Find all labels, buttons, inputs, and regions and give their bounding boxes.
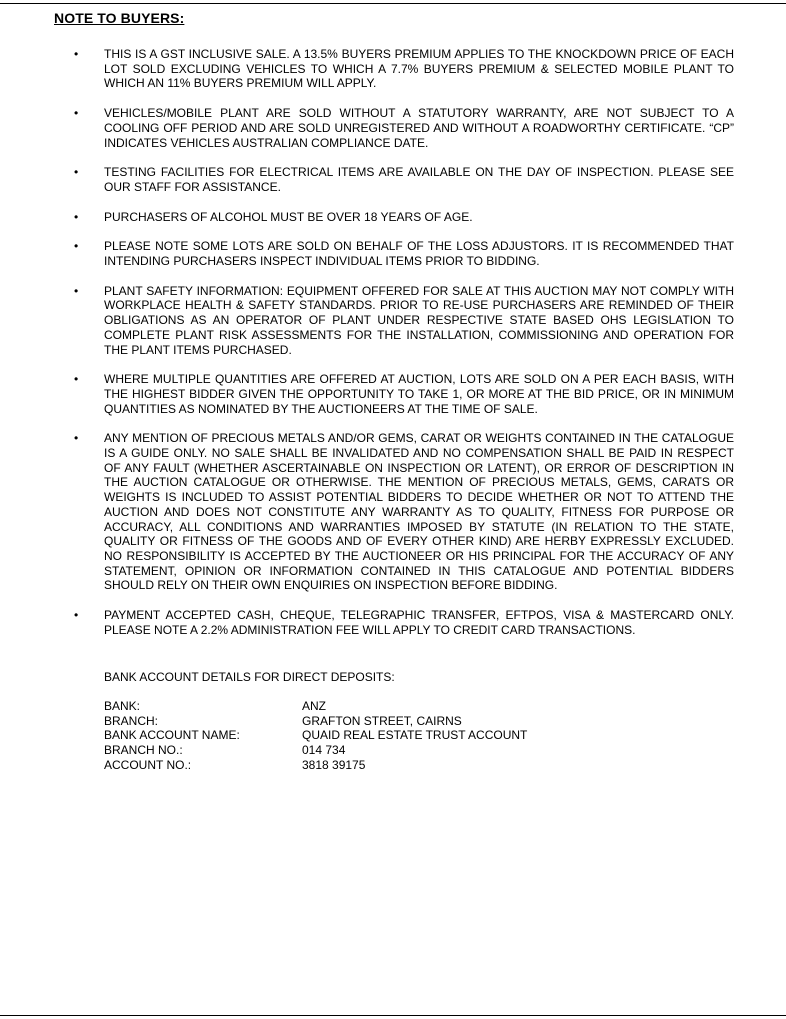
- note-text: WHERE MULTIPLE QUANTITIES ARE OFFERED AT AUCTION, LOTS ARE SOLD ON A PER EACH BASIS, WITH THE HIGHEST BIDDER GIVEN THE OPPORTUNITY TO TAKE 1, OR MORE AT THE BID PRICE, OR IN MINIMUM QUANTITIES AS NOMINATED BY THE AUCTIONEERS AT THE TIME OF SALE.: [104, 372, 734, 416]
- branch-label: BRANCH:: [104, 713, 159, 728]
- bank-details-intro: BANK ACCOUNT DETAILS FOR DIRECT DEPOSITS:: [104, 670, 395, 684]
- note-text: VEHICLES/MOBILE PLANT ARE SOLD WITHOUT A STATUTORY WARRANTY, ARE NOT SUBJECT TO A COOLING OFF PERIOD AND ARE SOLD UNREGISTERED AND WITHOUT A ROADWORTHY CERTIFICATE. “CP” INDICATES VEHICLES AUSTRALIAN COMPLIANCE DATE.: [104, 106, 734, 150]
- bank-details-table: [104, 699, 602, 773]
- branch-no-value: 014 734: [302, 743, 346, 758]
- bullet-icon: •: [74, 239, 79, 254]
- bullet-icon: •: [74, 165, 79, 180]
- note-item: [0, 372, 786, 416]
- note-text: PAYMENT ACCEPTED CASH, CHEQUE, TELEGRAPHIC TRANSFER, EFTPOS, VISA & MASTERCARD ONLY. PLEASE NOTE A 2.2% ADMINISTRATION FEE WILL APPLY TO CREDIT CARD TRANSACTIONS.: [104, 608, 734, 637]
- note-text: THIS IS A GST INCLUSIVE SALE. A 13.5% BUYERS PREMIUM APPLIES TO THE KNOCKDOWN PRICE OF EACH LOT SOLD EXCLUDING VEHICLES TO WHICH A 7.7% BUYERS PREMIUM & SELECTED MOBILE PLANT TO WHICH AN 11% BUYERS PREMIUM WILL APPLY.: [104, 47, 734, 91]
- notes-list: [0, 47, 786, 653]
- note-text: PLANT SAFETY INFORMATION: EQUIPMENT OFFERED FOR SALE AT THIS AUCTION MAY NOT COMPLY WITH WORKPLACE HEALTH & SAFETY STANDARDS. PRIOR TO RE-USE PURCHASERS ARE REMINDED OF THEIR OBLIGATIONS AS AN OPERATOR OF PLANT UNDER RESPECTIVE STATE BASED OHS LEGISLATION TO COMPLETE PLANT RISK ASSESSMENTS FOR THE INSTALLATION, COMMISSIONING AND OPERATION FOR THE PLANT ITEMS PURCHASED.: [104, 283, 734, 357]
- bank-value: ANZ: [302, 699, 326, 713]
- bullet-icon: •: [74, 283, 79, 298]
- bullet-icon: •: [74, 106, 79, 121]
- account-no-label: ACCOUNT NO.:: [104, 757, 192, 772]
- bullet-icon: •: [74, 431, 79, 446]
- bullet-icon: •: [74, 209, 79, 224]
- top-rule: [0, 3, 786, 4]
- note-item: [0, 47, 786, 91]
- bank-row-bank: [104, 699, 602, 714]
- note-text: PLEASE NOTE SOME LOTS ARE SOLD ON BEHALF OF THE LOSS ADJUSTORS. IT IS RECOMMENDED THAT INTENDING PURCHASERS INSPECT INDIVIDUAL ITEMS PRIOR TO BIDDING.: [104, 239, 734, 269]
- bottom-rule: [0, 1015, 786, 1016]
- page-heading: NOTE TO BUYERS:: [54, 10, 185, 26]
- note-item: [0, 431, 786, 593]
- account-name-label: BANK ACCOUNT NAME:: [104, 728, 240, 743]
- note-text: ANY MENTION OF PRECIOUS METALS AND/OR GEMS, CARAT OR WEIGHTS CONTAINED IN THE CATALOGUE IS A GUIDE ONLY. NO SALE SHALL BE INVALIDATED AND NO COMPENSATION SHALL BE PAID IN RESPECT OF ANY FAULT (WHETHER ASCERTAINABLE ON INSPECTION OR LATENT), OR ERROR OF DESCRIPTION IN THE AUCTION CATALOGUE OR OTHERWISE. THE MENTION OF PRECIOUS METALS, GEMS, CARATS OR WEIGHTS IS INCLUDED TO ASSIST POTENTIAL BIDDERS TO DECIDE WHETHER OR NOT TO ATTEND THE AUCTION AND DOES NOT CONSTITUTE ANY WARRANTY AS TO QUALITY, FITNESS FOR PURPOSE OR ACCURACY, ALL CONDITIONS AND WARRANTIES IMPOSED BY STATUTE (IN RELATION TO THE STATE, QUALITY OR FITNESS OF THE GOODS AND OF EVERY OTHER KIND) ARE HERBY EXPRESSLY EXCLUDED. NO RESPONSIBILITY IS ACCEPTED BY THE AUCTIONEER OR HIS PRINCIPAL FOR THE ACCURACY OF ANY STATEMENT, OPINION OR INFORMATION CONTAINED IN THIS CATALOGUE AND POTENTIAL BIDDERS SHOULD RELY ON THEIR OWN ENQUIRIES ON INSPECTION BEFORE BIDDING.: [104, 431, 734, 593]
- note-item: [0, 239, 786, 268]
- account-name-value: QUAID REAL ESTATE TRUST ACCOUNT: [302, 728, 528, 743]
- bullet-icon: •: [74, 608, 79, 623]
- branch-value: GRAFTON STREET, CAIRNS: [302, 713, 462, 728]
- bank-label: BANK:: [104, 699, 141, 713]
- note-text: TESTING FACILITIES FOR ELECTRICAL ITEMS ARE AVAILABLE ON THE DAY OF INSPECTION. PLEASE SEE OUR STAFF FOR ASSISTANCE.: [104, 165, 734, 194]
- bank-row-account-name: [104, 728, 602, 743]
- bullet-icon: •: [74, 372, 79, 387]
- note-item: [0, 210, 786, 225]
- account-no-value: 3818 39175: [302, 757, 366, 772]
- bank-row-account-no: [104, 758, 602, 773]
- note-item: [0, 106, 786, 150]
- bank-row-branch-no: [104, 743, 602, 758]
- bank-row-branch: [104, 714, 602, 729]
- branch-no-label: BRANCH NO.:: [104, 743, 183, 758]
- note-item: [0, 284, 786, 358]
- bullet-icon: •: [74, 47, 79, 61]
- note-text: PURCHASERS OF ALCOHOL MUST BE OVER 18 YEARS OF AGE.: [104, 209, 473, 224]
- note-item: [0, 165, 786, 194]
- note-item: [0, 608, 786, 637]
